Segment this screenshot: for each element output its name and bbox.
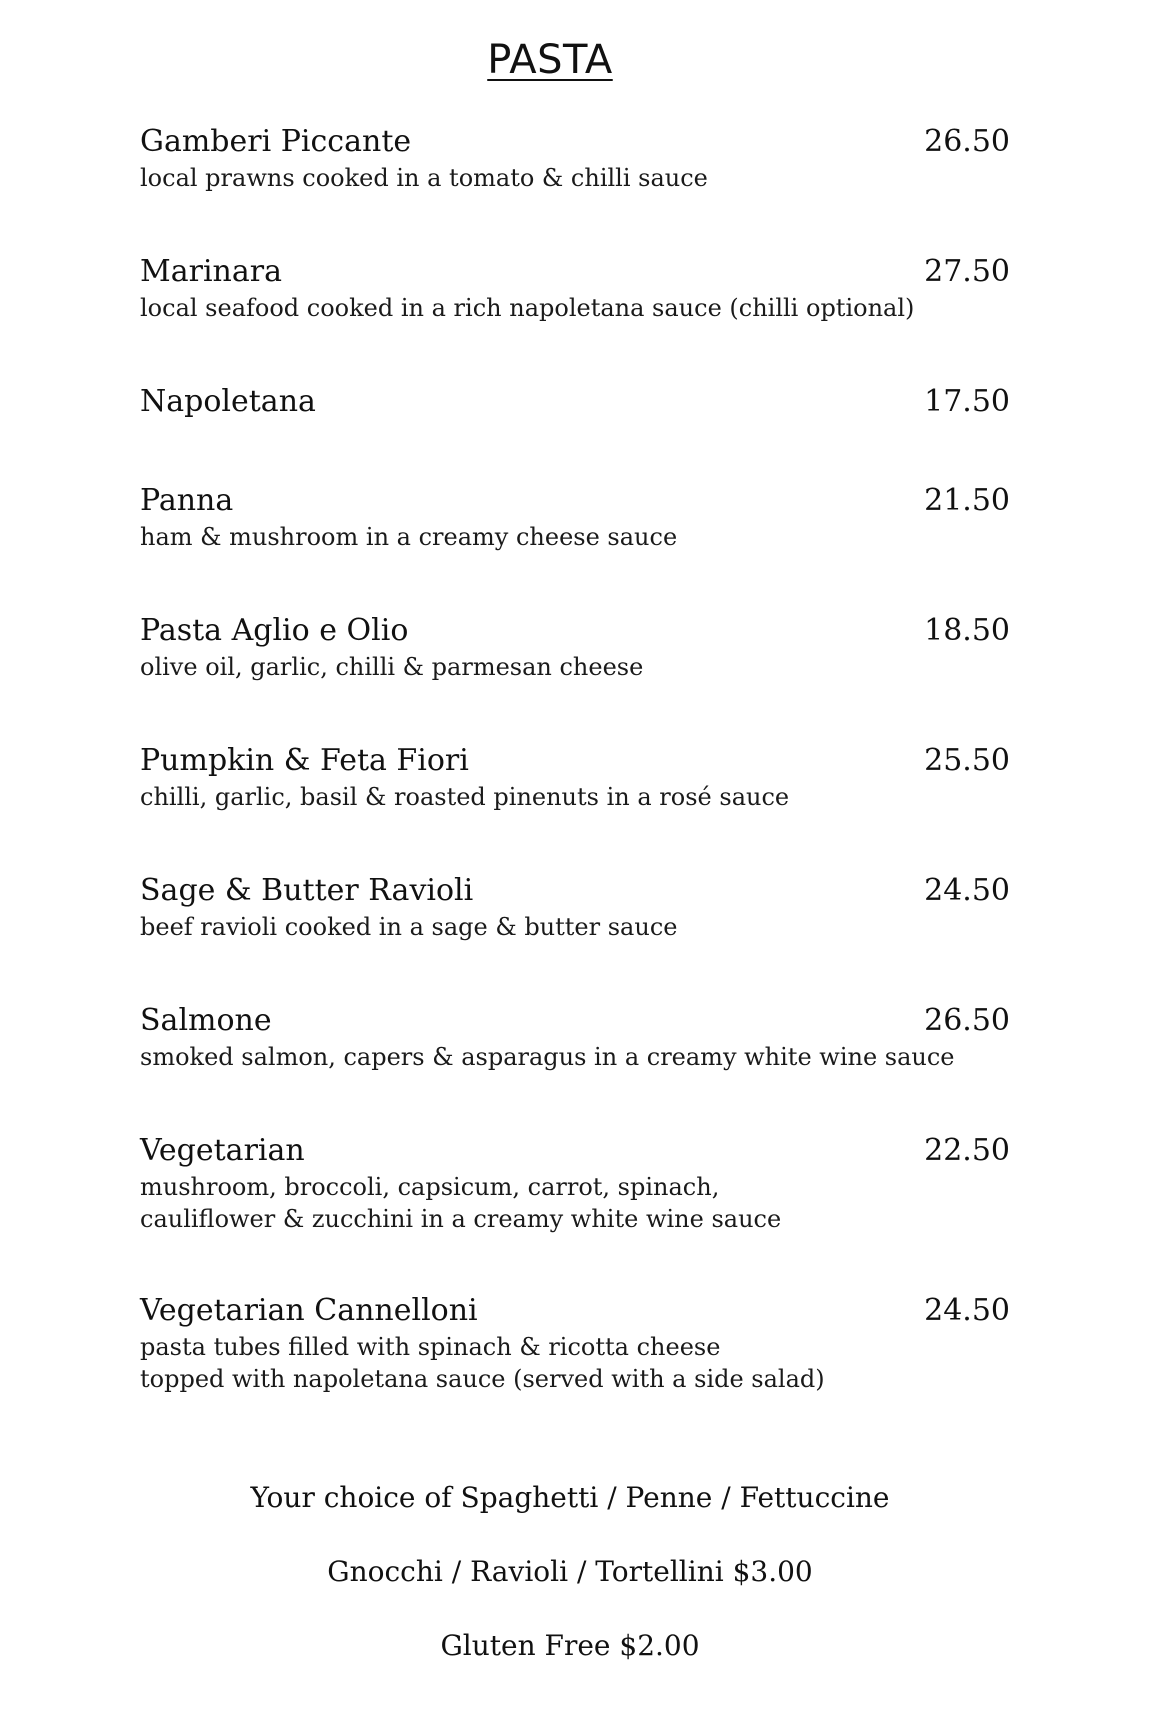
item-name: Vegetarian Cannelloni [140, 1293, 478, 1328]
item-price: 17.50 [924, 384, 1010, 419]
item-name: Marinara [140, 254, 282, 289]
menu-item [140, 741, 1010, 813]
item-price: 24.50 [924, 873, 1010, 908]
item-description: local prawns cooked in a tomato & chilli sauce [140, 164, 708, 192]
item-name: Pumpkin & Feta Fiori [140, 743, 469, 778]
menu-title [0, 37, 1100, 83]
menu-item [140, 382, 1010, 422]
item-description: ham & mushroom in a creamy cheese sauce [140, 523, 678, 551]
menu-item [140, 252, 1010, 324]
menu-item [140, 122, 1010, 194]
item-description: olive oil, garlic, chilli & parmesan cheese [140, 653, 644, 681]
item-name: Panna [140, 483, 234, 518]
item-description: pasta tubes filled with spinach & ricotta cheese [140, 1333, 721, 1361]
item-description: mushroom, broccoli, capsicum, carrot, spinach, [140, 1173, 720, 1201]
item-description: topped with napoletana sauce (served with a side salad) [140, 1365, 825, 1393]
item-price: 27.50 [924, 254, 1010, 289]
item-name: Pasta Aglio e Olio [140, 613, 409, 648]
item-name: Sage & Butter Ravioli [140, 873, 474, 908]
menu-title-text: PASTA [487, 37, 613, 83]
item-description: beef ravioli cooked in a sage & butter sauce [140, 913, 678, 941]
menu-item [140, 871, 1010, 943]
item-name: Vegetarian [140, 1133, 305, 1168]
menu-item [140, 481, 1010, 553]
item-name: Gamberi Piccante [140, 124, 412, 159]
item-description: smoked salmon, capers & asparagus in a creamy white wine sauce [140, 1043, 955, 1071]
menu-item [140, 1001, 1010, 1073]
item-description: local seafood cooked in a rich napoletana sauce (chilli optional) [140, 294, 915, 322]
item-price: 22.50 [924, 1133, 1010, 1168]
menu-item [140, 1131, 1010, 1235]
menu-item [140, 611, 1010, 683]
gluten-free-note: Gluten Free $2.00 [440, 1629, 700, 1662]
item-price: 25.50 [924, 743, 1010, 778]
item-price: 18.50 [924, 613, 1010, 648]
pasta-choice-note: Your choice of Spaghetti / Penne / Fettuccine [250, 1481, 890, 1514]
pasta-extra-note: Gnocchi / Ravioli / Tortellini $3.00 [327, 1555, 813, 1588]
item-name: Napoletana [140, 384, 316, 419]
item-price: 24.50 [924, 1293, 1010, 1328]
item-price: 21.50 [924, 483, 1010, 518]
item-price: 26.50 [924, 1003, 1010, 1038]
item-price: 26.50 [924, 124, 1010, 159]
item-name: Salmone [140, 1003, 272, 1038]
item-description: chilli, garlic, basil & roasted pinenuts in a rosé sauce [140, 783, 790, 811]
item-description: cauliflower & zucchini in a creamy white wine sauce [140, 1205, 782, 1233]
menu-item [140, 1291, 1010, 1395]
